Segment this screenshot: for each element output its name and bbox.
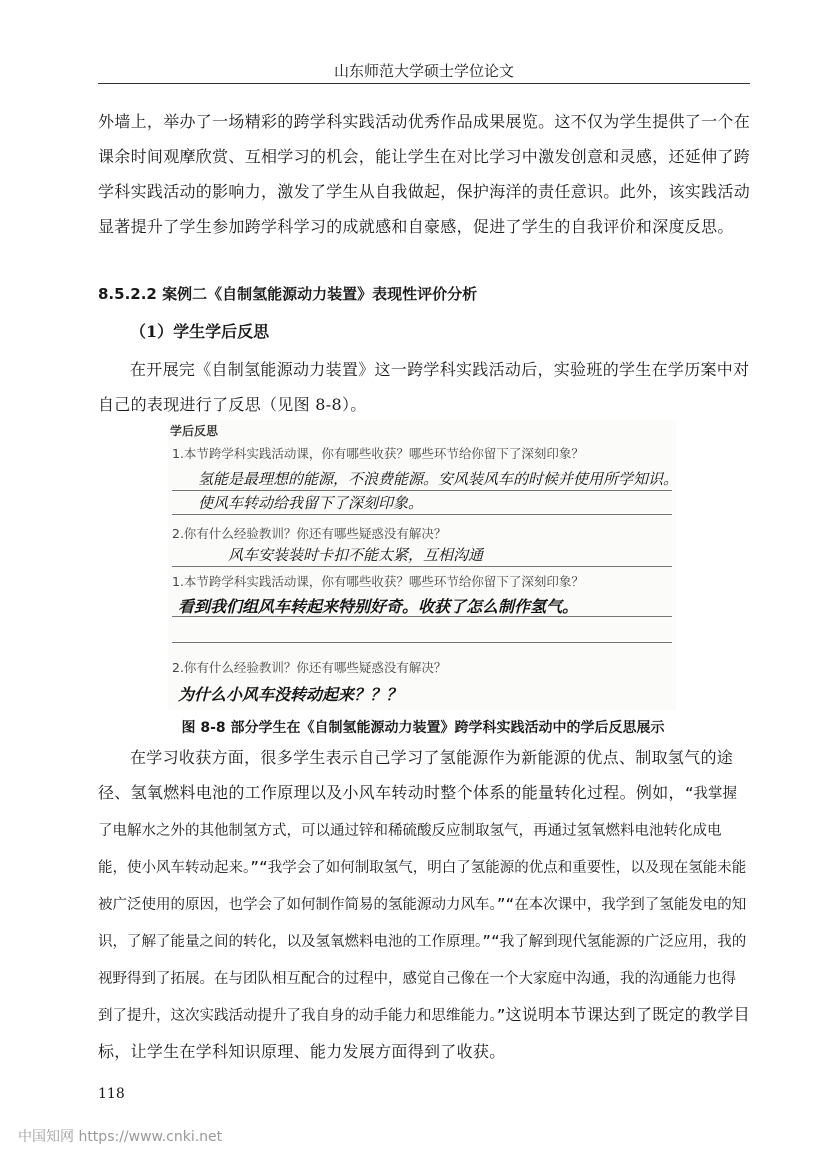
paragraph-3-tail: 这说明本节课达到了既定的教学目标，让学生在学科知识原理、能力发展方面得到了收获。 — [98, 1005, 750, 1061]
paragraph-2: 在开展完《自制氢能源动力装置》这一跨学科实践活动后，实验班的学生在学历案中对自己的表现进行了反思（见图 8-8）。 — [98, 360, 750, 414]
sub-heading: （1）学生学后反思 — [130, 322, 270, 341]
figure-question-1: 1.本节跨学科实践活动课，你有哪些收获？哪些环节给你留下了深刻印象？ — [172, 446, 584, 461]
figure-rule — [172, 616, 672, 617]
figure-caption: 图 8-8 部分学生在《自制氢能源动力装置》跨学科实践活动中的学后反思展示 — [181, 720, 665, 736]
figure-answer-1b: 使风车转动给我留下了深刻印象。 — [198, 494, 424, 512]
figure-rule — [172, 514, 672, 515]
figure-answer-1a: 氢能是最理想的能源，不浪费能源。安风装风车的时候并使用所学知识。 — [198, 470, 679, 488]
reflection-figure — [168, 420, 679, 710]
figure-answer-4: 为什么小风车没转动起来？？？ — [178, 685, 403, 704]
figure-question-3: 1.本节跨学科实践活动课，你有哪些收获？哪些环节给你留下了深刻印象？ — [172, 574, 584, 589]
figure-question-4: 2.你有什么经验教训？你还有哪些疑惑没有解决？ — [172, 660, 447, 675]
paragraph-3 — [98, 740, 750, 1069]
figure-answer-3: 看到我们组风车转起来特别好奇。收获了怎么制作氢气。 — [178, 597, 579, 616]
figure-rule — [172, 566, 672, 567]
page-number: 118 — [98, 1086, 125, 1102]
section-heading: 8.5.2.2 案例二《自制氢能源动力装置》表现性评价分析 — [98, 285, 478, 303]
figure-box-title: 学后反思 — [170, 424, 219, 438]
student-quotes: “我掌握了电解水之外的其他制氢方式，可以通过锌和稀硫酸反应制取氢气，再通过氢氧燃料电池转化成电能，使小风车转动起来。”“我学会了如何制取氢气，明白了氢能源的优点和重要性，以及现在氢能未能被广泛使用的原因，也学会了如何制作简易的氢能源动力风车。”“在本次课中，我学到了氢能发电的知识，了解了能量之间的转化，以及氢氧燃料电池的工作原理。”“我了解到现代氢能源的广泛应用，我的视野得到了拓展。在与团队相互配合的过程中，感觉自己像在一个大家庭中沟通，我的沟通能力也得到了提升，这次实践活动提升了我自身的动手能力和思维能力。” — [98, 786, 747, 1024]
page-header: 山东师范大学硕士学位论文 — [98, 60, 750, 84]
paragraph-3-lead: 在学习收获方面，很多学生表示自己学习了氢能源作为新能源的优点、制取氢气的途径、氢氧燃料电池的工作原理以及小风车转动时整个体系的能量转化过程。例如， — [98, 748, 734, 802]
figure-rule — [172, 642, 672, 643]
figure-rule — [172, 490, 672, 491]
paragraph-1: 外墙上，举办了一场精彩的跨学科实践活动优秀作品成果展览。这不仅为学生提供了一个在课余时间观摩欣赏、互相学习的机会，能让学生在对比学习中激发创意和灵感，还延伸了跨学科实践活动的影响力，激发了学生从自我做起，保护海洋的责任意识。此外，该实践活动显著提升了学生参加跨学科学习的成就感和自豪感，促进了学生的自我评价和深度反思。 — [98, 112, 751, 236]
cnki-watermark: 中国知网 https://www.cnki.net — [18, 1129, 223, 1145]
figure-answer-2: 风车安装装时卡扣不能太紧，互相沟通 — [228, 546, 484, 564]
figure-question-2: 2.你有什么经验教训？你还有哪些疑惑没有解决？ — [172, 526, 447, 541]
